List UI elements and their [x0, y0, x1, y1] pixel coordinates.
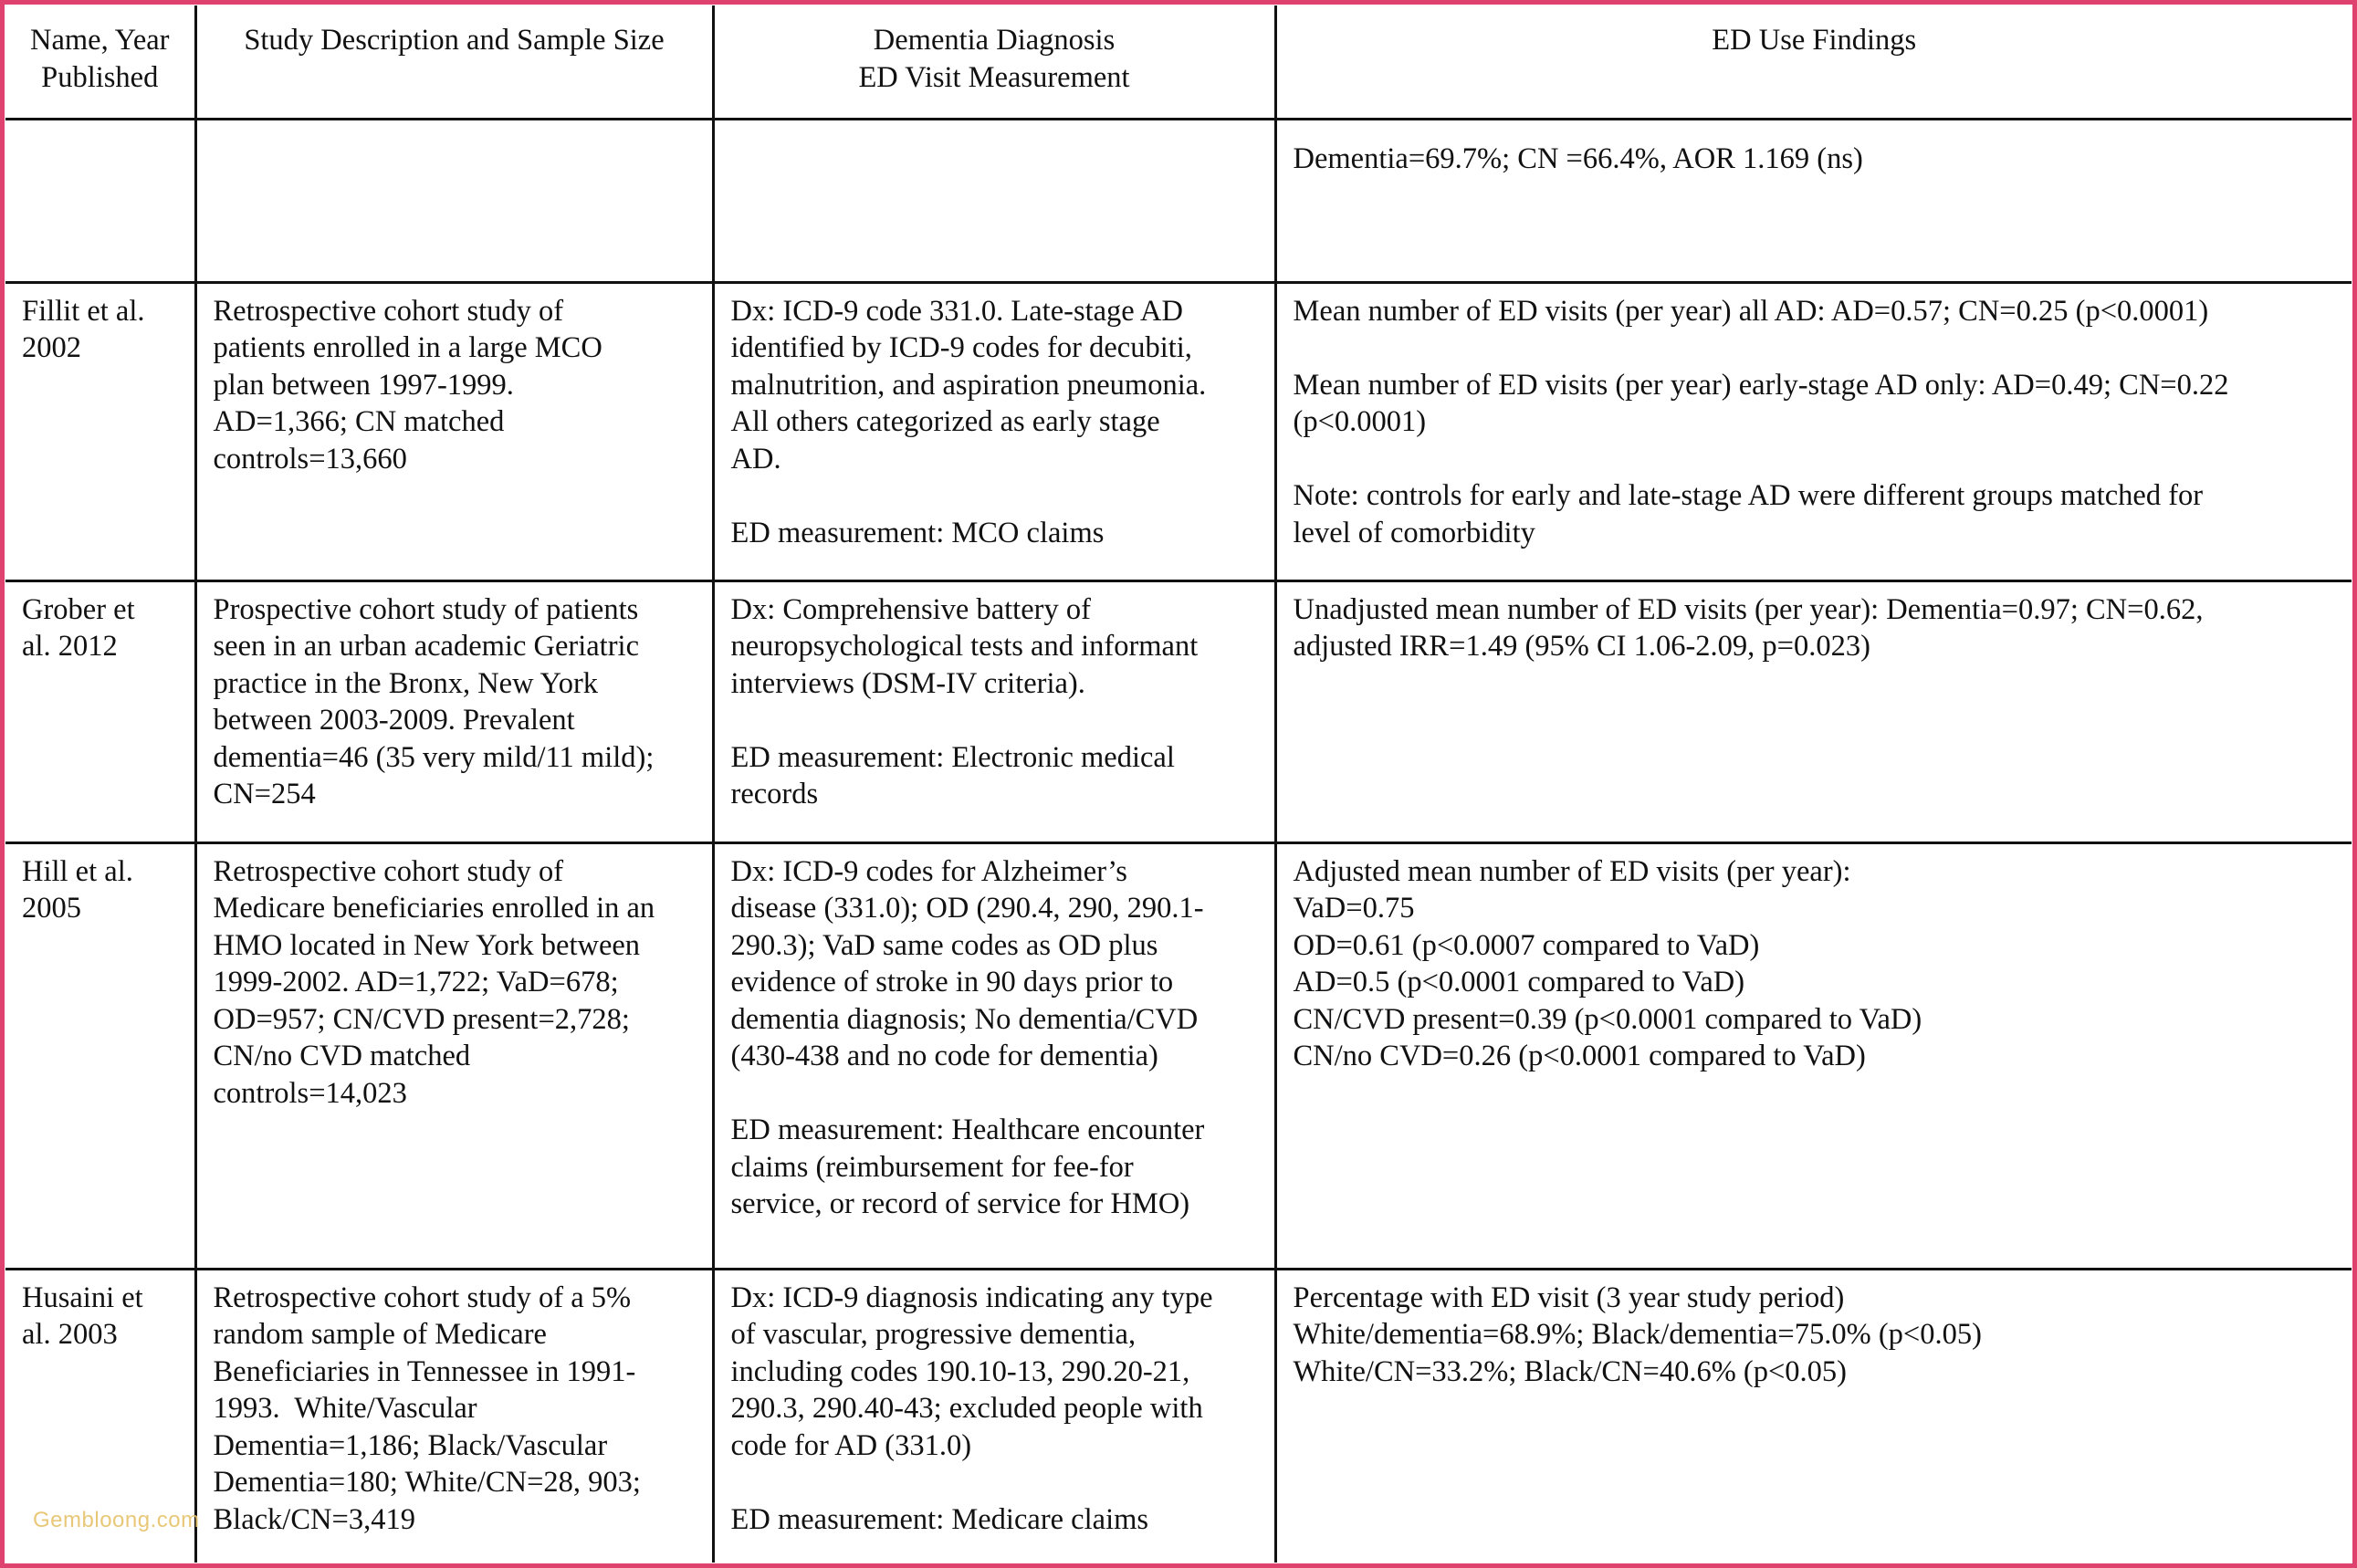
cell-findings: [1275, 282, 2352, 580]
diagnosis-line: (430-438 and no code for dementia): [730, 1040, 1158, 1072]
name-line: Fillit et al.: [22, 294, 145, 328]
cell-description: [195, 1269, 713, 1563]
name-line: Husaini et: [22, 1281, 143, 1314]
table-row: [5, 1269, 2352, 1563]
findings-line: (p<0.0001): [1293, 405, 1427, 438]
findings-line: CN/no CVD=0.26 (p<0.0001 compared to VaD): [1293, 1040, 1866, 1072]
description-line: 1993. White/Vascular: [213, 1392, 477, 1425]
description-line: Black/CN=3,419: [213, 1502, 415, 1536]
cell-description: [195, 580, 713, 842]
table-row: [5, 282, 2352, 580]
description-line: plan between 1997-1999.: [213, 368, 514, 402]
cell-diagnosis: [713, 842, 1275, 1269]
header-line: Name, Year: [29, 24, 170, 57]
cell-diagnosis: [713, 1269, 1275, 1563]
paragraph-gap: [1294, 329, 2336, 367]
description-line: Medicare beneficiaries enrolled in an: [213, 892, 655, 925]
cell-diagnosis: [713, 119, 1275, 282]
description-line: 1999-2002. AD=1,722; VaD=678;: [213, 966, 619, 998]
name-line: al. 2003: [22, 1318, 118, 1351]
diagnosis-line: ED measurement: Electronic medical: [730, 740, 1175, 774]
description-line: controls=13,660: [213, 442, 407, 476]
paragraph-gap: [1294, 441, 2336, 478]
name-line: 2002: [22, 331, 81, 364]
paragraph-gap: [731, 1464, 1258, 1501]
diagnosis-line: ED measurement: Healthcare encounter: [730, 1113, 1205, 1146]
name-line: 2005: [22, 892, 81, 925]
description-line: practice in the Bronx, New York: [213, 666, 599, 700]
diagnosis-line: interviews (DSM-IV criteria).: [730, 666, 1085, 700]
header-line: Study Description and Sample Size: [244, 24, 665, 57]
findings-line: AD=0.5 (p<0.0001 compared to VaD): [1293, 966, 1745, 998]
findings-line: CN/CVD present=0.39 (p<0.0001 compared to VaD): [1293, 1002, 1922, 1036]
findings-line: adjusted IRR=1.49 (95% CI 1.06-2.09, p=0.023): [1293, 630, 1870, 663]
cell-name: [5, 580, 195, 842]
description-line: CN/no CVD matched: [213, 1040, 471, 1072]
description-line: Dementia=180; White/CN=28, 903;: [213, 1466, 641, 1499]
diagnosis-line: All others categorized as early stage: [730, 405, 1160, 438]
diagnosis-line: including codes 190.10-13, 290.20-21,: [730, 1354, 1190, 1388]
diagnosis-line: neuropsychological tests and informant: [730, 630, 1199, 663]
diagnosis-line: ED measurement: MCO claims: [730, 516, 1105, 549]
findings-line: Percentage with ED visit (3 year study period): [1293, 1281, 1845, 1314]
diagnosis-line: Dx: Comprehensive battery of: [730, 592, 1091, 626]
findings-line: OD=0.61 (p<0.0007 compared to VaD): [1293, 928, 1760, 962]
findings-line: Note: controls for early and late-stage AD were different groups matched for: [1293, 479, 2204, 512]
diagnosis-line: code for AD (331.0): [730, 1428, 972, 1462]
diagnosis-line: dementia diagnosis; No dementia/CVD: [730, 1002, 1199, 1036]
diagnosis-line: Dx: ICD-9 code 331.0. Late-stage AD: [730, 294, 1183, 328]
table-row: [5, 842, 2352, 1269]
description-line: Beneficiaries in Tennessee in 1991-: [213, 1354, 636, 1388]
description-line: between 2003-2009. Prevalent: [213, 704, 575, 737]
description-line: Prospective cohort study of patients: [213, 592, 639, 626]
diagnosis-line: records: [730, 778, 819, 810]
description-line: controls=14,023: [213, 1076, 407, 1110]
diagnosis-line: Dx: ICD-9 diagnosis indicating any type: [730, 1281, 1213, 1314]
description-line: random sample of Medicare: [213, 1318, 547, 1351]
description-line: Retrospective cohort study of: [213, 854, 564, 888]
name-line: al. 2012: [22, 630, 118, 663]
diagnosis-line: Dx: ICD-9 codes for Alzheimer’s: [730, 854, 1127, 888]
description-line: OD=957; CN/CVD present=2,728;: [213, 1002, 630, 1036]
header-ed-use-findings: [1275, 5, 2352, 119]
findings-line: White/dementia=68.9%; Black/dementia=75.0% (p<0.05): [1293, 1318, 1982, 1351]
cell-findings: [1275, 1269, 2352, 1563]
description-line: patients enrolled in a large MCO: [213, 331, 602, 364]
diagnosis-line: service, or record of service for HMO): [730, 1187, 1190, 1220]
diagnosis-line: malnutrition, and aspiration pneumonia.: [730, 368, 1207, 402]
cell-diagnosis: [713, 580, 1275, 842]
watermark: Gembloong.com: [33, 1508, 200, 1532]
diagnosis-line: evidence of stroke in 90 days prior to: [730, 966, 1174, 998]
findings-line: Dementia=69.7%; CN =66.4%, AOR 1.169 (ns): [1293, 141, 1863, 175]
diagnosis-line: ED measurement: Medicare claims: [730, 1502, 1149, 1536]
description-line: AD=1,366; CN matched: [213, 405, 505, 438]
diagnosis-line: of vascular, progressive dementia,: [730, 1318, 1137, 1351]
header-row: [5, 5, 2352, 119]
header-line: ED Visit Measurement: [858, 60, 1130, 94]
diagnosis-line: AD.: [730, 442, 781, 476]
description-line: Retrospective cohort study of a 5%: [213, 1281, 632, 1314]
findings-line: Mean number of ED visits (per year) early-stage AD only: AD=0.49; CN=0.22: [1293, 368, 2229, 402]
cell-description: [195, 119, 713, 282]
table-row: [5, 580, 2352, 842]
cell-name: [5, 842, 195, 1269]
cell-diagnosis: [713, 282, 1275, 580]
description-line: dementia=46 (35 very mild/11 mild);: [213, 740, 655, 774]
description-line: Dementia=1,186; Black/Vascular: [213, 1428, 608, 1462]
description-line: CN=254: [213, 778, 316, 810]
cell-description: [195, 282, 713, 580]
dementia-ed-use-table: [5, 5, 2352, 1563]
cell-description: [195, 842, 713, 1269]
diagnosis-line: identified by ICD-9 codes for decubiti,: [730, 331, 1192, 364]
table-row: [5, 119, 2352, 282]
findings-line: White/CN=33.2%; Black/CN=40.6% (p<0.05): [1293, 1354, 1848, 1388]
diagnosis-line: disease (331.0); OD (290.4, 290, 290.1-: [730, 892, 1204, 925]
paragraph-gap: [731, 702, 1258, 739]
header-line: ED Use Findings: [1712, 24, 1917, 57]
findings-line: VaD=0.75: [1293, 892, 1415, 925]
diagnosis-line: claims (reimbursement for fee-for: [730, 1150, 1134, 1184]
header-dementia-diagnosis: [713, 5, 1275, 119]
header-name-year: [5, 5, 195, 119]
name-line: Hill et al.: [22, 854, 133, 888]
diagnosis-line: 290.3, 290.40-43; excluded people with: [730, 1392, 1203, 1425]
diagnosis-line: 290.3); VaD same codes as OD plus: [730, 928, 1158, 962]
description-line: HMO located in New York between: [213, 928, 641, 962]
paragraph-gap: [731, 1075, 1258, 1113]
findings-line: level of comorbidity: [1293, 516, 1535, 549]
cell-findings: [1275, 842, 2352, 1269]
header-study-description: [195, 5, 713, 119]
cell-findings: [1275, 119, 2352, 282]
paragraph-gap: [731, 477, 1258, 515]
cell-name: [5, 282, 195, 580]
findings-line: Adjusted mean number of ED visits (per year):: [1293, 854, 1851, 888]
header-line: Published: [41, 60, 159, 94]
findings-line: Unadjusted mean number of ED visits (per year): Dementia=0.97; CN=0.62,: [1293, 592, 2204, 626]
cell-name: [5, 119, 195, 282]
name-line: Grober et: [22, 592, 135, 626]
header-line: Dementia Diagnosis: [873, 24, 1116, 57]
description-line: Retrospective cohort study of: [213, 294, 564, 328]
cell-findings: [1275, 580, 2352, 842]
findings-line: Mean number of ED visits (per year) all AD: AD=0.57; CN=0.25 (p<0.0001): [1293, 294, 2209, 328]
description-line: seen in an urban academic Geriatric: [213, 630, 639, 663]
